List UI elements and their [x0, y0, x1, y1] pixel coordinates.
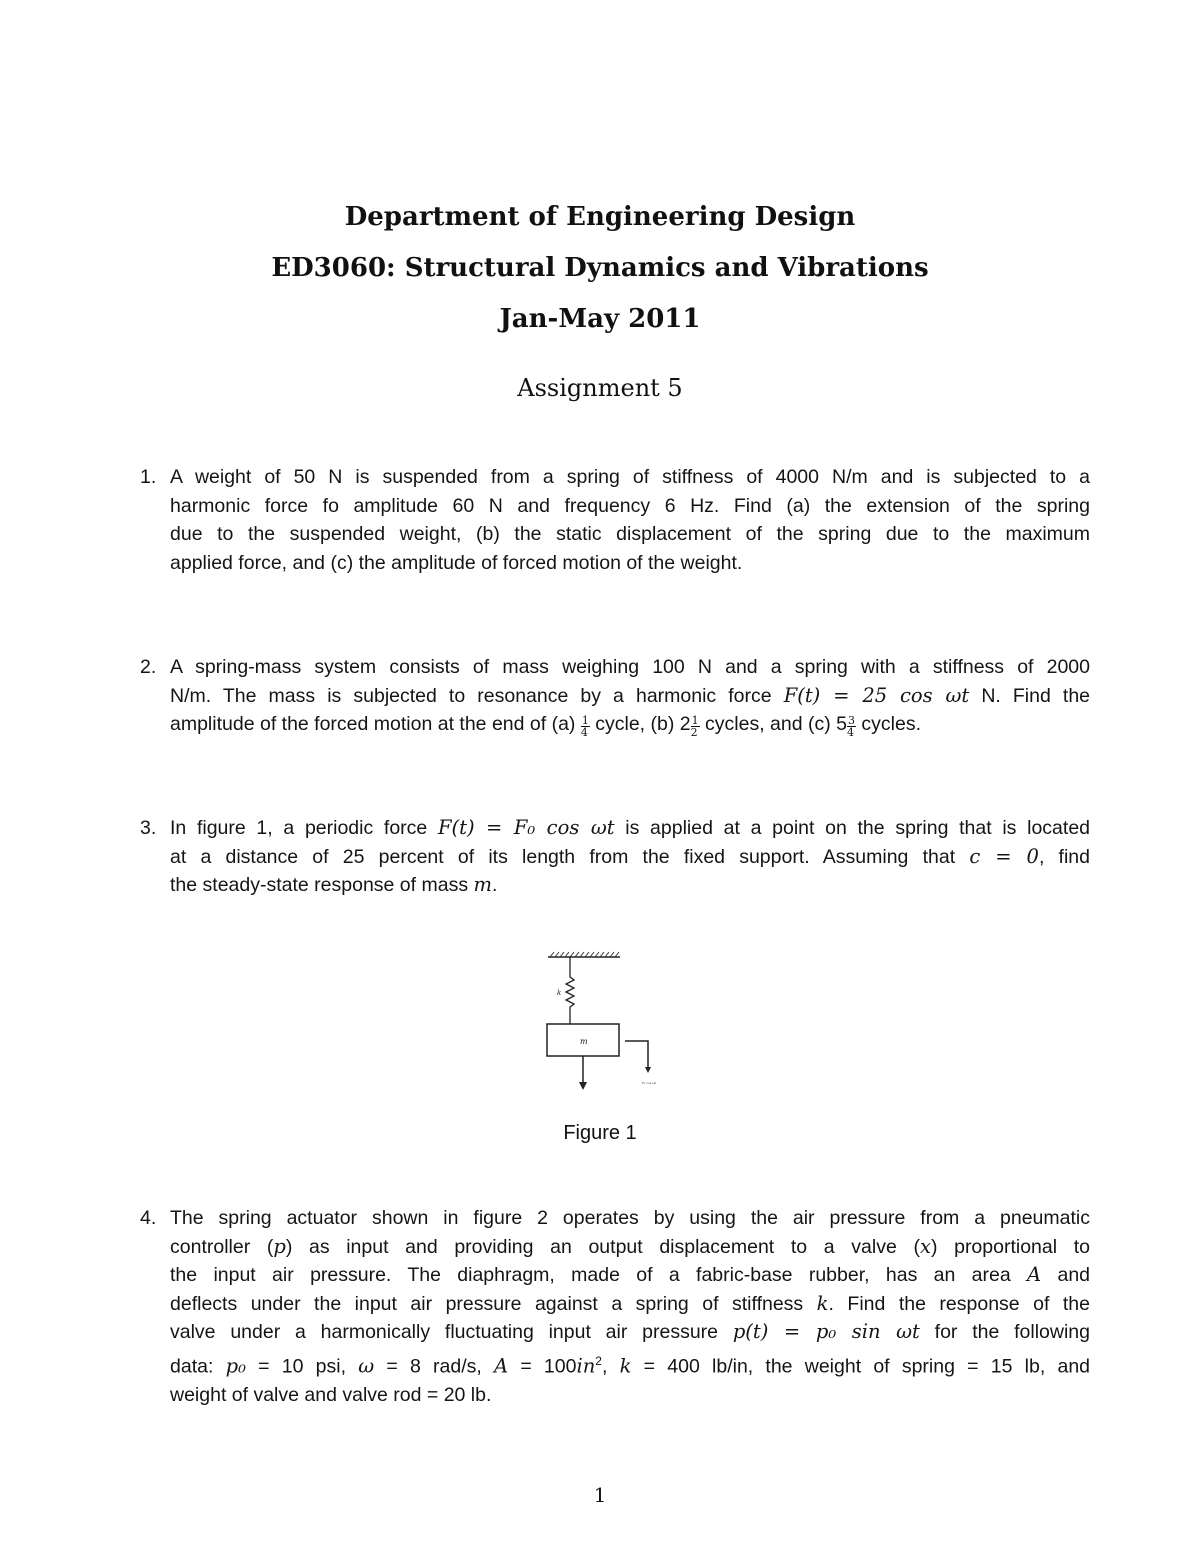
- text-run: ) proportional to: [930, 1235, 1090, 1258]
- page-number: 1: [593, 1483, 607, 1507]
- question-line: [170, 682, 1090, 711]
- question-line: A weight of 50 N is suspended from a spring of stiffness of 4000 N/m and is subjected to a: [170, 466, 1090, 488]
- inch-symbol: in: [576, 1354, 596, 1377]
- question-line: weight of valve and valve rod = 20 lb.: [170, 1383, 492, 1406]
- text-run: deflects under the input air pressure against a spring of stiffness: [170, 1292, 817, 1315]
- fraction-quarter: [581, 715, 590, 738]
- text-run: controller (: [170, 1235, 274, 1258]
- question-number: 3.: [140, 817, 157, 839]
- damping-equation: c = 0: [969, 844, 1039, 868]
- text-run: .: [492, 874, 498, 896]
- question-4: [140, 1204, 1090, 1409]
- omega-symbol: ω: [358, 1354, 375, 1377]
- force-arrowhead: [645, 1067, 651, 1073]
- fraction-half: [691, 715, 700, 738]
- question-line: [170, 1290, 1090, 1319]
- pressure-symbol: p: [273, 1234, 286, 1258]
- text-run: ,: [601, 1355, 620, 1377]
- text-run: = 10 psi,: [245, 1355, 359, 1377]
- question-line: [170, 710, 1090, 739]
- denominator: 2: [690, 726, 698, 740]
- figure-1-diagram: [530, 945, 670, 1095]
- spring-mass-diagram: [530, 945, 670, 1095]
- stiffness-symbol: k: [816, 1291, 829, 1315]
- text-run: cycles.: [856, 713, 922, 735]
- force-label: F₀ cos ωt: [642, 1081, 656, 1085]
- force-line: [625, 1041, 648, 1070]
- question-line: applied force, and (c) the amplitude of forced motion of the weight.: [170, 551, 743, 574]
- text-run: In figure 1, a periodic force: [170, 817, 438, 839]
- area-symbol: A: [1027, 1263, 1042, 1286]
- denominator: 4: [847, 726, 854, 740]
- department-title: Department of Engineering Design: [344, 202, 856, 232]
- figure-caption: Figure 1: [563, 1122, 637, 1144]
- question-line: A spring-mass system consists of mass weighing 100 N and a spring with a stiffness of 2000: [170, 656, 1090, 678]
- text-run: is applied at a point on the spring that is located: [614, 817, 1091, 839]
- question-line: [170, 871, 1090, 900]
- question-line: [170, 1233, 1090, 1262]
- numerator: 1: [581, 714, 589, 728]
- force-equation: F(t) = 25 cos ωt: [783, 683, 970, 707]
- area-symbol: A: [494, 1354, 509, 1377]
- text-run: the steady-state response of mass: [170, 874, 474, 896]
- question-1: [140, 463, 1090, 577]
- text-run: at a distance of 25 percent of its length from the fixed support. Assuming that: [170, 845, 970, 868]
- spring-label-k: k: [557, 989, 562, 997]
- force-equation: F(t) = F₀ cos ωt: [437, 816, 615, 839]
- displacement-arrowhead: [579, 1082, 587, 1090]
- mass-symbol: m: [473, 873, 492, 896]
- p0-symbol: p₀: [225, 1354, 246, 1377]
- text-run: . Find the response of the: [828, 1292, 1090, 1315]
- text-run: valve under a harmonically fluctuating input air pressure: [170, 1321, 733, 1343]
- text-run: amplitude of the forced motion at the end of (a): [170, 713, 581, 735]
- text-run: = 400 lb/in, the weight of spring = 15 lb, and: [631, 1355, 1091, 1377]
- mass-label-m: m: [580, 1037, 588, 1046]
- text-run: the input air pressure. The diaphragm, made of a fabric-base rubber, has an area: [170, 1264, 1028, 1286]
- denominator: 4: [580, 726, 588, 740]
- question-number: 4.: [140, 1207, 157, 1229]
- text-run: for the following: [919, 1321, 1090, 1343]
- text-run: , find: [1038, 845, 1091, 868]
- question-number: 1.: [140, 466, 157, 488]
- text-run: ) as input and providing an output displacement to a valve (: [285, 1235, 920, 1258]
- question-line: [170, 814, 1090, 843]
- course-title: ED3060: Structural Dynamics and Vibrations: [271, 253, 929, 283]
- question-line: [170, 1261, 1090, 1290]
- spring: [566, 957, 574, 1024]
- question-number: 2.: [140, 656, 157, 678]
- text-run: data:: [170, 1355, 226, 1377]
- assignment-title: Assignment 5: [517, 374, 683, 402]
- question-line: harmonic force fo amplitude 60 N and frequency 6 Hz. Find (a) the extension of the spring: [170, 494, 1090, 517]
- displacement-symbol: x: [919, 1234, 931, 1258]
- text-run: = 8 rad/s,: [374, 1355, 495, 1377]
- text-run: = 100: [508, 1355, 577, 1377]
- text-run: N/m. The mass is subjected to resonance by a harmonic force: [170, 684, 784, 707]
- question-line: [170, 1318, 1090, 1347]
- text-run: cycles, and (c) 5: [699, 713, 847, 735]
- stiffness-symbol: k: [619, 1354, 632, 1377]
- numerator: 3: [848, 714, 855, 728]
- term-title: Jan-May 2011: [499, 304, 701, 334]
- fraction-three-quarter: [847, 715, 856, 738]
- question-line: due to the suspended weight, (b) the static displacement of the spring due to the maximum: [170, 523, 1090, 545]
- question-3: [140, 814, 1090, 900]
- pressure-equation: p(t) = p₀ sin ωt: [732, 1320, 920, 1343]
- text-run: and: [1041, 1264, 1091, 1286]
- question-line: The spring actuator shown in figure 2 operates by using the air pressure from a pneumatic: [170, 1207, 1090, 1229]
- question-line: [170, 1347, 1090, 1381]
- numerator: 1: [691, 714, 699, 728]
- question-2: [140, 653, 1090, 739]
- text-run: cycle, (b) 2: [589, 713, 691, 735]
- exponent: 2: [595, 1353, 602, 1368]
- question-line: [170, 843, 1090, 872]
- text-run: N. Find the: [969, 684, 1091, 707]
